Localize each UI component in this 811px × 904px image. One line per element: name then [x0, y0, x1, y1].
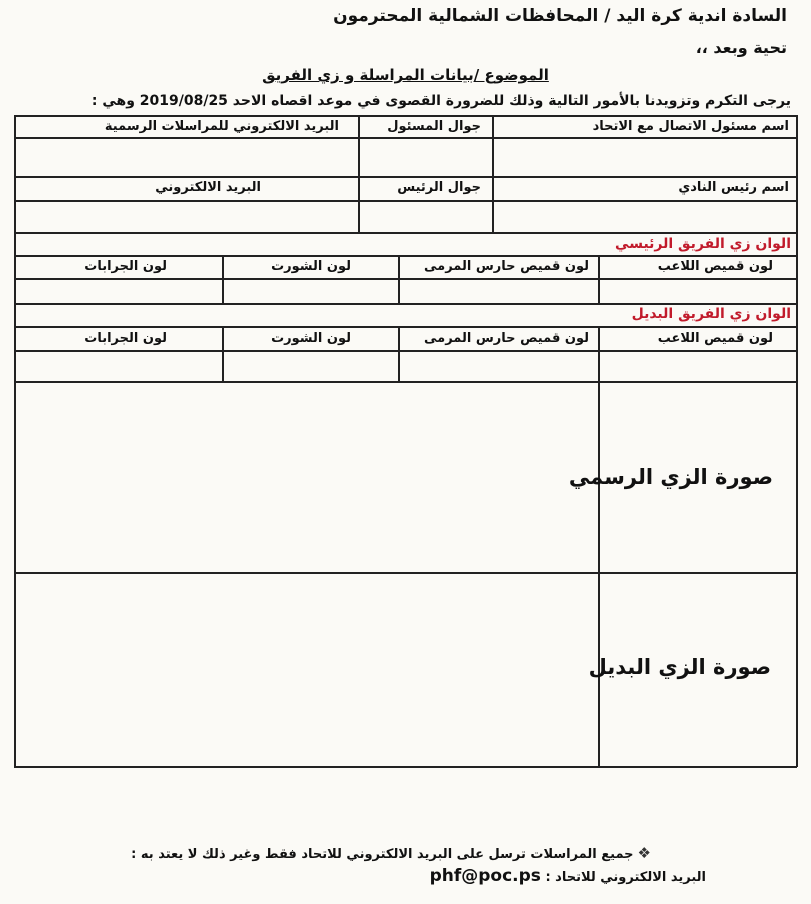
president-mobile-field[interactable]: [360, 202, 491, 231]
alternate-kit-photo-area[interactable]: [16, 574, 597, 765]
grid-line: [598, 381, 600, 767]
label-main-socks: لون الجرابات: [84, 259, 167, 274]
diamond-bullet-icon: ❖: [637, 844, 651, 862]
main-socks-field[interactable]: [16, 280, 221, 302]
grid-line: [14, 766, 797, 768]
liaison-name-field[interactable]: [494, 139, 795, 175]
main-player-shirt-field[interactable]: [600, 280, 795, 302]
president-email-field[interactable]: [16, 202, 357, 231]
grid-line: [14, 115, 797, 117]
subject-line: [0, 66, 811, 84]
label-official-email: البريد الالكتروني للمراسلات الرسمية: [104, 119, 339, 134]
email-link[interactable]: phf@poc.ps: [429, 866, 541, 886]
grid-line: [14, 176, 797, 178]
email-label: البريد الالكتروني للاتحاد :: [545, 870, 706, 885]
grid-line: [14, 326, 797, 328]
label-alt-player-shirt: لون قميص اللاعب: [657, 331, 773, 346]
main-shorts-field[interactable]: [224, 280, 397, 302]
label-main-goalkeeper-shirt: لون قميص حارس المرمى: [424, 259, 589, 274]
label-president-mobile: جوال الرئيس: [397, 180, 481, 195]
president-name-field[interactable]: [494, 202, 795, 231]
intro-line: يرجى التكرم وتزويدنا بالأمور التالية وذلك للضرورة القصوى في موعد اقصاه الاحد 2019/08/25 وهي :: [91, 93, 791, 109]
label-liaison-mobile: جوال المسئول: [387, 119, 481, 134]
alt-socks-field[interactable]: [16, 352, 221, 380]
official-kit-photo-area[interactable]: [16, 383, 597, 571]
footer-email-line: [424, 866, 706, 886]
official-email-field[interactable]: [16, 139, 357, 175]
official-kit-photo-label: صورة الزي الرسمي: [568, 465, 773, 489]
alt-kit-title: الوان زي الفريق البديل: [631, 306, 791, 322]
grid-line: [14, 232, 797, 234]
recipients-line: السادة اندية كرة اليد / المحافظات الشمالية المحترمون: [333, 6, 787, 26]
main-kit-title: الوان زي الفريق الرئيسي: [615, 236, 791, 252]
label-alt-goalkeeper-shirt: لون قميص حارس المرمى: [424, 331, 589, 346]
footer-note-text: جميع المراسلات ترسل على البريد الالكتروني للاتحاد فقط وغير ذلك لا يعتد به :: [131, 847, 634, 862]
alternate-kit-photo-label: صورة الزي البديل: [588, 655, 771, 679]
alt-shorts-field[interactable]: [224, 352, 397, 380]
grid-line: [14, 255, 797, 257]
main-goalkeeper-shirt-field[interactable]: [400, 280, 597, 302]
footer-note: [131, 844, 651, 862]
label-liaison-name: اسم مسئول الاتصال مع الاتحاد: [592, 119, 789, 134]
grid-line: [796, 115, 798, 767]
label-main-shorts: لون الشورت: [271, 259, 351, 274]
liaison-mobile-field[interactable]: [360, 139, 491, 175]
label-president-email: البريد الالكتروني: [155, 180, 261, 195]
alt-player-shirt-field[interactable]: [600, 352, 795, 380]
label-president-name: اسم رئيس النادي: [678, 180, 789, 195]
subject-text: الموضوع /بيانات المراسلة و زي الفريق: [262, 66, 549, 84]
label-alt-socks: لون الجرابات: [84, 331, 167, 346]
alt-goalkeeper-shirt-field[interactable]: [400, 352, 597, 380]
label-alt-shorts: لون الشورت: [271, 331, 351, 346]
grid-line: [14, 303, 797, 305]
label-main-player-shirt: لون قميص اللاعب: [657, 259, 773, 274]
greeting-line: تحية وبعد ،،: [695, 38, 787, 57]
